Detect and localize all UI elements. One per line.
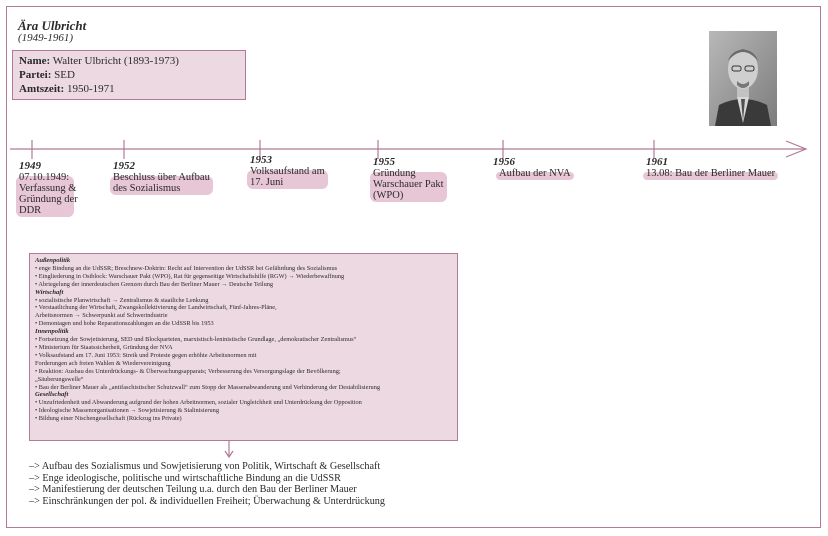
detail-line: • Eingliederung in Ostblock: Warschauer Pakt (WPO), Rat für gegenseitige Wirtschaftshilfe (RGW) → Wiederbewaffnung	[35, 272, 345, 280]
section-title-innenpolitik: Innenpolitik	[35, 328, 69, 336]
details-box	[29, 253, 458, 441]
event-1961: 1961 13.08: Bau der Berliner Mauer	[646, 157, 775, 179]
detail-line: • Unzufriedenheit und Abwanderung aufgrund der hohen Arbeitnormen, sozialer Ungleichheit und Unterdrückung der Opposition	[35, 399, 362, 407]
detail-line: Forderungen ach freien Wahlen & Wiedervereinigung	[35, 359, 171, 367]
event-1953: 1953 Volksaufstand am 17. Juni	[250, 155, 325, 188]
conclusion-item: –> Aufbau des Sozialismus und Sowjetisierung von Politik, Wirtschaft & Gesellschaft	[29, 461, 381, 472]
detail-line: „Säuberungswelle“	[35, 375, 84, 383]
info-party: Partei: SED	[19, 69, 75, 81]
event-1956: 1956 Aufbau der NVA	[493, 157, 565, 179]
detail-line: • Demontagen und hohe Reparationszahlungen an die UdSSR bis 1953	[35, 320, 214, 328]
detail-line: • Abriegelung der innerdeutschen Grenzen durch Bau der Berliner Mauer → Deutsche Teilung	[35, 280, 274, 288]
detail-line: • Bau der Berliner Mauer als „antifaschistischer Schutzwall“ zum Stopp der Massenabwanderung und Verhinderung der Destabilisierung	[35, 383, 380, 391]
section-title-wirtschaft: Wirtschaft	[35, 288, 64, 296]
conclusion-item: –> Manifestierung der deutschen Teilung u.a. durch den Bau der Berliner Mauer	[29, 484, 357, 495]
detail-line: • enge Bindung an die UdSSR; Breschnew-Doktrin: Recht auf Intervention der UdSSR bei Gefährdung des Sozialismus	[35, 264, 338, 272]
era-years: (1949-1961)	[18, 32, 73, 44]
detail-line: • Reaktion: Ausbau des Unterdrückungs- & Überwachungsapparats; Verbesserung des Versorgungslage der Bevölkerung;	[35, 367, 341, 375]
section-title-gesellschaft: Gesellschaft	[35, 391, 69, 399]
detail-line: • Volksaufstand am 17. Juni 1953: Streik und Proteste gegen erhöhte Arbeitsnormen mit	[35, 351, 257, 359]
detail-line: • Fortsetzung der Sowjetisierung, SED und Blockparteien, marxistisch-leninistische Grundlage, „demokratischer Zentralismus“	[35, 336, 357, 344]
conclusion-item: –> Einschränkungen der pol. & individuellen Freiheit; Überwachung & Unterdrückung	[29, 495, 385, 507]
detail-line: • sozialistische Planwirtschaft → Zentralismus & staatliche Lenkung	[35, 296, 209, 304]
conclusion-item: –> Enge ideologische, politische und wirtschaftliche Bindung an die UdSSR	[29, 472, 341, 484]
conclusions-list	[29, 461, 385, 507]
detail-line: • Ministerium für Staatssicherheit, Gründung der NVA	[35, 343, 173, 351]
event-1952: 1952 Beschluss über Aufbau des Sozialismus	[113, 161, 210, 194]
era-title: Ära Ulbricht	[18, 18, 87, 33]
event-1955: 1955 Gründung Warschauer Pakt (WPO)	[373, 157, 444, 201]
detail-line: • Ideologische Massenorganisationen → Sowjetisierung & Stalinisierung	[35, 407, 219, 415]
event-1949: 1949 07.10.1949: Verfassung & Gründung der DDR	[19, 161, 78, 216]
section-title-aussenpolitik: Außenpolitik	[35, 257, 71, 264]
info-term: Amtszeit: 1950-1971	[19, 83, 115, 95]
detail-line: • Bildung einer Nischengesellschaft (Rückzug ins Private)	[35, 415, 182, 423]
detail-line: • Verstaatlichung der Wirtschaft, Zwangskollektivierung der Landwirtschaft, Fünf-Jahres-Pläne,	[35, 304, 277, 312]
detail-line: Arbeitsnormen → Schwerpunkt auf Schwerindustrie	[35, 312, 168, 320]
info-name: Name: Walter Ulbricht (1893-1973)	[19, 55, 179, 67]
